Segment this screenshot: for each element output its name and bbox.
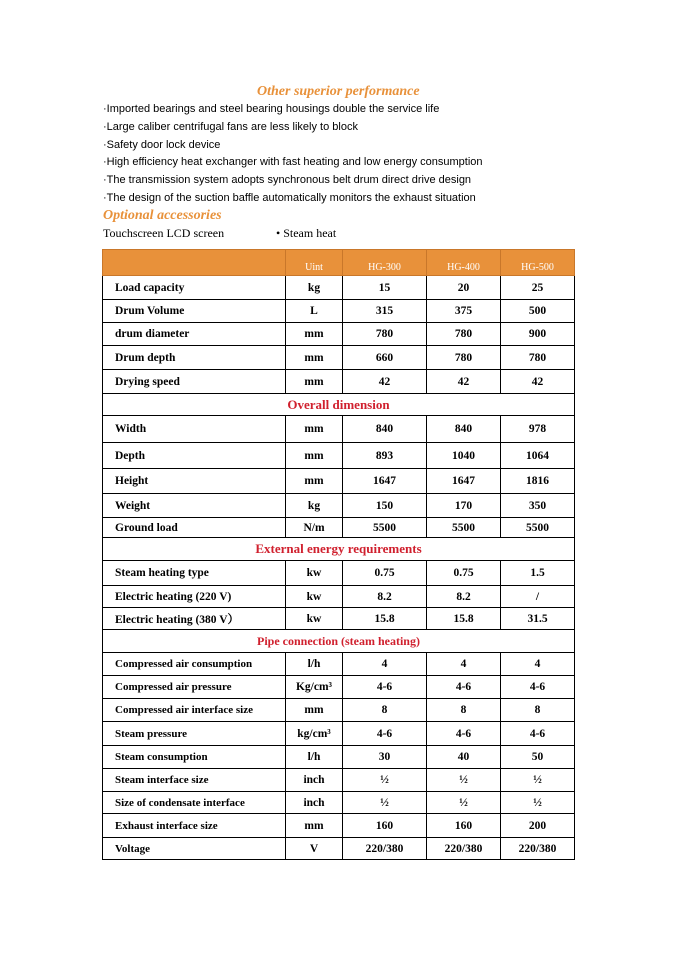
value-cell-hg400: 375 <box>427 300 501 323</box>
section-title: Pipe connection (steam heating) <box>103 630 575 653</box>
performance-item: ·The transmission system adopts synchronous belt drum direct drive design <box>103 174 472 187</box>
performance-item: ·High efficiency heat exchanger with fast heating and low energy consumption <box>103 156 483 169</box>
value-cell-hg300: 150 <box>343 494 427 518</box>
value-cell-hg300: ½ <box>343 769 427 792</box>
performance-item: ·Safety door lock device <box>103 138 221 151</box>
section-title: Overall dimension <box>103 394 575 416</box>
value-cell-hg400: 0.75 <box>427 561 501 586</box>
unit-cell: L <box>286 300 343 323</box>
value-cell-hg400: 160 <box>427 814 501 838</box>
value-cell-hg300: 1647 <box>343 469 427 494</box>
section-row <box>103 630 575 653</box>
table-row <box>103 323 575 346</box>
header-unit: Uint <box>286 250 343 276</box>
unit-cell: mm <box>286 443 343 469</box>
table-row <box>103 838 575 860</box>
unit-cell: Kg/cm³ <box>286 676 343 699</box>
value-cell-hg500: 4-6 <box>501 676 575 699</box>
table-row <box>103 494 575 518</box>
value-cell-hg500: 350 <box>501 494 575 518</box>
unit-cell: kw <box>286 561 343 586</box>
header-hg300: HG-300 <box>343 250 427 276</box>
row-label: Voltage <box>103 838 286 860</box>
value-cell-hg500: 978 <box>501 416 575 443</box>
accessory-item: Touchscreen LCD screen <box>103 226 225 240</box>
value-cell-hg500: 25 <box>501 276 575 300</box>
row-label: Exhaust interface size <box>103 814 286 838</box>
performance-list <box>103 101 483 208</box>
table-row <box>103 586 575 608</box>
table-row <box>103 653 575 676</box>
header-hg400: HG-400 <box>427 250 501 276</box>
value-cell-hg400: ½ <box>427 792 501 814</box>
value-cell-hg400: 42 <box>427 370 501 394</box>
value-cell-hg500: 5500 <box>501 518 575 538</box>
value-cell-hg300: 660 <box>343 346 427 370</box>
unit-cell: N/m <box>286 518 343 538</box>
table-row <box>103 443 575 469</box>
value-cell-hg300: ½ <box>343 792 427 814</box>
unit-cell: mm <box>286 814 343 838</box>
row-label: Drying speed <box>103 370 286 394</box>
row-label: Depth <box>103 443 286 469</box>
table-header-row <box>103 250 575 276</box>
accessories-title: Optional accessories <box>103 208 222 223</box>
section-title: External energy requirements <box>103 538 575 561</box>
row-label: Size of condensate interface <box>103 792 286 814</box>
value-cell-hg500: 31.5 <box>501 608 575 630</box>
row-label: Drum Volume <box>103 300 286 323</box>
row-label: Steam heating type <box>103 561 286 586</box>
value-cell-hg500: ½ <box>501 792 575 814</box>
value-cell-hg400: 4 <box>427 653 501 676</box>
value-cell-hg300: 8 <box>343 699 427 722</box>
value-cell-hg400: 5500 <box>427 518 501 538</box>
accessory-item: • Steam heat <box>276 226 337 240</box>
value-cell-hg300: 42 <box>343 370 427 394</box>
table-row <box>103 746 575 769</box>
performance-title: Other superior performance <box>257 84 420 99</box>
unit-cell: inch <box>286 769 343 792</box>
value-cell-hg300: 0.75 <box>343 561 427 586</box>
value-cell-hg400: 840 <box>427 416 501 443</box>
value-cell-hg400: 40 <box>427 746 501 769</box>
spec-table <box>102 249 575 860</box>
value-cell-hg500: 4-6 <box>501 722 575 746</box>
row-label: Height <box>103 469 286 494</box>
unit-cell: mm <box>286 370 343 394</box>
value-cell-hg400: 4-6 <box>427 676 501 699</box>
value-cell-hg300: 8.2 <box>343 586 427 608</box>
table-row <box>103 722 575 746</box>
value-cell-hg300: 30 <box>343 746 427 769</box>
row-label: Steam consumption <box>103 746 286 769</box>
row-label: Load capacity <box>103 276 286 300</box>
unit-cell: kg <box>286 494 343 518</box>
row-label: Electric heating (380 V） <box>103 608 286 630</box>
row-label: Compressed air consumption <box>103 653 286 676</box>
unit-cell: mm <box>286 416 343 443</box>
table-row <box>103 608 575 630</box>
row-label: Compressed air interface size <box>103 699 286 722</box>
table-row <box>103 814 575 838</box>
table-row <box>103 370 575 394</box>
header-hg500: HG-500 <box>501 250 575 276</box>
row-label: Width <box>103 416 286 443</box>
value-cell-hg300: 315 <box>343 300 427 323</box>
unit-cell: mm <box>286 699 343 722</box>
table-row <box>103 469 575 494</box>
value-cell-hg300: 4-6 <box>343 676 427 699</box>
header-blank <box>103 250 286 276</box>
unit-cell: mm <box>286 469 343 494</box>
value-cell-hg400: 8.2 <box>427 586 501 608</box>
value-cell-hg500: 4 <box>501 653 575 676</box>
value-cell-hg300: 15 <box>343 276 427 300</box>
value-cell-hg400: 780 <box>427 323 501 346</box>
value-cell-hg300: 840 <box>343 416 427 443</box>
value-cell-hg400: 170 <box>427 494 501 518</box>
row-label: Compressed air pressure <box>103 676 286 699</box>
table-row <box>103 769 575 792</box>
performance-item: ·The design of the suction baffle automatically monitors the exhaust situation <box>103 191 476 204</box>
value-cell-hg500: 50 <box>501 746 575 769</box>
value-cell-hg400: 1647 <box>427 469 501 494</box>
value-cell-hg500: 1816 <box>501 469 575 494</box>
table-row <box>103 276 575 300</box>
value-cell-hg300: 15.8 <box>343 608 427 630</box>
value-cell-hg500: 1064 <box>501 443 575 469</box>
table-row <box>103 346 575 370</box>
value-cell-hg500: 42 <box>501 370 575 394</box>
value-cell-hg300: 4 <box>343 653 427 676</box>
value-cell-hg400: 4-6 <box>427 722 501 746</box>
unit-cell: kg <box>286 276 343 300</box>
value-cell-hg400: 15.8 <box>427 608 501 630</box>
table-row <box>103 792 575 814</box>
unit-cell: V <box>286 838 343 860</box>
value-cell-hg400: 220/380 <box>427 838 501 860</box>
value-cell-hg500: 1.5 <box>501 561 575 586</box>
value-cell-hg400: ½ <box>427 769 501 792</box>
table-row <box>103 561 575 586</box>
value-cell-hg300: 893 <box>343 443 427 469</box>
table-row <box>103 518 575 538</box>
unit-cell: l/h <box>286 746 343 769</box>
unit-cell: l/h <box>286 653 343 676</box>
row-label: Drum depth <box>103 346 286 370</box>
row-label: Ground load <box>103 518 286 538</box>
value-cell-hg300: 4-6 <box>343 722 427 746</box>
table-row <box>103 676 575 699</box>
value-cell-hg300: 5500 <box>343 518 427 538</box>
value-cell-hg500: / <box>501 586 575 608</box>
value-cell-hg300: 160 <box>343 814 427 838</box>
value-cell-hg500: 200 <box>501 814 575 838</box>
value-cell-hg400: 20 <box>427 276 501 300</box>
unit-cell: kw <box>286 586 343 608</box>
value-cell-hg500: ½ <box>501 769 575 792</box>
unit-cell: kg/cm³ <box>286 722 343 746</box>
value-cell-hg400: 8 <box>427 699 501 722</box>
unit-cell: kw <box>286 608 343 630</box>
unit-cell: mm <box>286 346 343 370</box>
value-cell-hg300: 220/380 <box>343 838 427 860</box>
performance-item: ·Imported bearings and steel bearing housings double the service life <box>103 103 440 115</box>
value-cell-hg500: 500 <box>501 300 575 323</box>
row-label: Steam interface size <box>103 769 286 792</box>
row-label: Steam pressure <box>103 722 286 746</box>
value-cell-hg500: 8 <box>501 699 575 722</box>
section-row <box>103 538 575 561</box>
section-row <box>103 394 575 416</box>
row-label: Weight <box>103 494 286 518</box>
value-cell-hg400: 780 <box>427 346 501 370</box>
value-cell-hg500: 900 <box>501 323 575 346</box>
value-cell-hg500: 780 <box>501 346 575 370</box>
performance-item: ·Large caliber centrifugal fans are less likely to block <box>103 120 358 133</box>
value-cell-hg500: 220/380 <box>501 838 575 860</box>
table-row <box>103 416 575 443</box>
unit-cell: mm <box>286 323 343 346</box>
value-cell-hg300: 780 <box>343 323 427 346</box>
row-label: Electric heating (220 V) <box>103 586 286 608</box>
value-cell-hg400: 1040 <box>427 443 501 469</box>
row-label: drum diameter <box>103 323 286 346</box>
unit-cell: inch <box>286 792 343 814</box>
table-row <box>103 300 575 323</box>
table-row <box>103 699 575 722</box>
